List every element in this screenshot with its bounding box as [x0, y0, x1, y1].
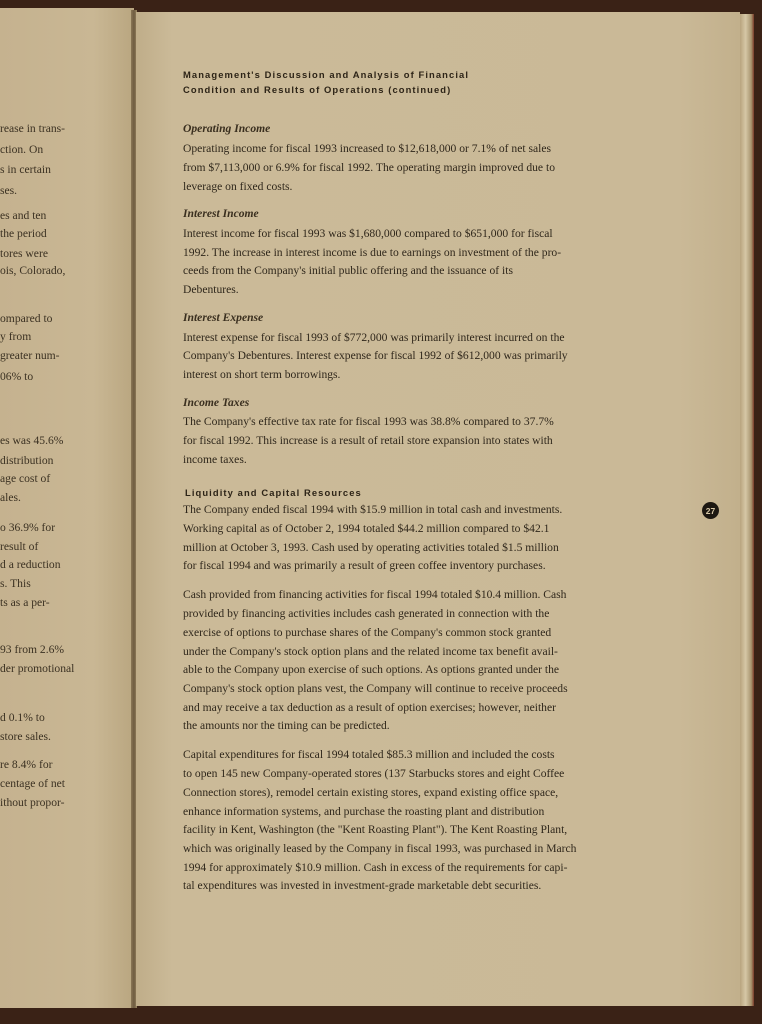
left-line: the period — [0, 227, 47, 240]
left-line: ses. — [0, 184, 18, 197]
left-line: s in certain — [0, 163, 51, 176]
body-line: leverage on fixed costs. — [183, 180, 293, 193]
body-line: under the Company's stock option plans and the related income tax benefit avail- — [183, 645, 558, 658]
body-line: income taxes. — [183, 453, 247, 466]
operating-income-heading: Operating Income — [183, 122, 271, 135]
body-line: enhance information systems, and purchase the roasting plant and distribution — [183, 805, 545, 818]
body-line: The Company ended fiscal 1994 with $15.9 million in total cash and investments. — [183, 503, 563, 516]
interest-expense-heading: Interest Expense — [183, 311, 264, 324]
body-line: Company's Debentures. Interest expense for fiscal 1992 of $612,000 was primarily — [183, 349, 568, 362]
left-line: ction. On — [0, 143, 44, 156]
body-line: Connection stores), remodel certain existing stores, expand existing office space, — [183, 786, 559, 799]
body-line: Company's stock option plans vest, the Company will continue to receive proceeds — [183, 682, 568, 695]
body-line: the amounts nor the timing can be predicted. — [183, 719, 390, 732]
body-line: Interest expense for fiscal 1993 of $772,000 was primarily interest incurred on the — [183, 331, 565, 344]
left-line: o 36.9% for — [0, 521, 56, 534]
body-line: Debentures. — [183, 283, 239, 296]
body-line: able to the Company upon exercise of such options. As options granted under the — [183, 663, 560, 676]
left-line: ales. — [0, 491, 21, 504]
left-line: y from — [0, 330, 32, 343]
income-taxes-heading: Income Taxes — [183, 396, 250, 409]
left-line: tores were — [0, 247, 48, 260]
left-line: store sales. — [0, 730, 51, 743]
left-line: 06% to — [0, 370, 34, 383]
body-line: Operating income for fiscal 1993 increased to $12,618,000 or 7.1% of net sales — [183, 142, 551, 155]
liquidity-heading: Liquidity and Capital Resources — [185, 487, 362, 498]
left-line: ois, Colorado, — [0, 264, 66, 277]
left-line: d a reduction — [0, 558, 61, 571]
left-page — [0, 8, 134, 1008]
running-head-line-1: Management's Discussion and Analysis of Financial — [183, 69, 470, 80]
body-line: Capital expenditures for fiscal 1994 totaled $85.3 million and included the costs — [183, 748, 555, 761]
left-line: der promotional — [0, 662, 75, 675]
page-edge — [740, 14, 754, 1006]
left-line: ts as a per- — [0, 596, 50, 609]
left-line: re 8.4% for — [0, 758, 53, 771]
body-line: for fiscal 1994 and was primarily a result of green coffee inventory purchases. — [183, 559, 546, 572]
body-line: million at October 3, 1993. Cash used by operating activities totaled $1.5 million — [183, 541, 559, 554]
body-line: 1994 for approximately $10.9 million. Cash in excess of the requirements for capi- — [183, 861, 568, 874]
left-line: greater num- — [0, 349, 60, 362]
body-line: which was originally leased by the Company in fiscal 1993, was purchased in March — [183, 842, 577, 855]
running-head-line-2: Condition and Results of Operations (continued) — [183, 84, 452, 95]
left-line: result of — [0, 540, 39, 553]
interest-income-heading: Interest Income — [183, 207, 259, 220]
left-line: es and ten — [0, 209, 47, 222]
body-line: tal expenditures was invested in investment-grade marketable debt securities. — [183, 879, 542, 892]
body-line: Cash provided from financing activities for fiscal 1994 totaled $10.4 million. Cash — [183, 588, 567, 601]
left-line: distribution — [0, 454, 54, 467]
body-line: to open 145 new Company-operated stores (137 Starbucks stores and eight Coffee — [183, 767, 565, 780]
left-line: ithout propor- — [0, 796, 65, 809]
left-line: centage of net — [0, 777, 66, 790]
body-line: interest on short term borrowings. — [183, 368, 341, 381]
body-line: from $7,113,000 or 6.9% for fiscal 1992. The operating margin improved due to — [183, 161, 555, 174]
left-line: age cost of — [0, 472, 51, 485]
page-number-badge: 27 — [702, 502, 719, 519]
left-line: rease in trans- — [0, 122, 66, 135]
body-line: exercise of options to purchase shares of the Company's common stock granted — [183, 626, 552, 639]
body-line: and may receive a tax deduction as a result of option exercises; however, neither — [183, 701, 556, 714]
left-line: s. This — [0, 577, 31, 590]
body-line: ceeds from the Company's initial public offering and the issuance of its — [183, 264, 513, 277]
body-line: 1992. The increase in interest income is due to earnings on investment of the pro- — [183, 246, 562, 259]
body-line: for fiscal 1992. This increase is a result of retail store expansion into states with — [183, 434, 553, 447]
body-line: The Company's effective tax rate for fiscal 1993 was 38.8% compared to 37.7% — [183, 415, 554, 428]
body-line: Interest income for fiscal 1993 was $1,680,000 compared to $651,000 for fiscal — [183, 227, 553, 240]
left-line: 93 from 2.6% — [0, 643, 65, 656]
left-line: ompared to — [0, 312, 53, 325]
body-line: Working capital as of October 2, 1994 totaled $44.2 million compared to $42.1 — [183, 522, 550, 535]
body-line: facility in Kent, Washington (the "Kent Roasting Plant"). The Kent Roasting Plant, — [183, 823, 568, 836]
left-line: es was 45.6% — [0, 434, 64, 447]
body-line: provided by financing activities includes cash generated in connection with the — [183, 607, 550, 620]
left-line: d 0.1% to — [0, 711, 45, 724]
running-head — [183, 67, 469, 97]
